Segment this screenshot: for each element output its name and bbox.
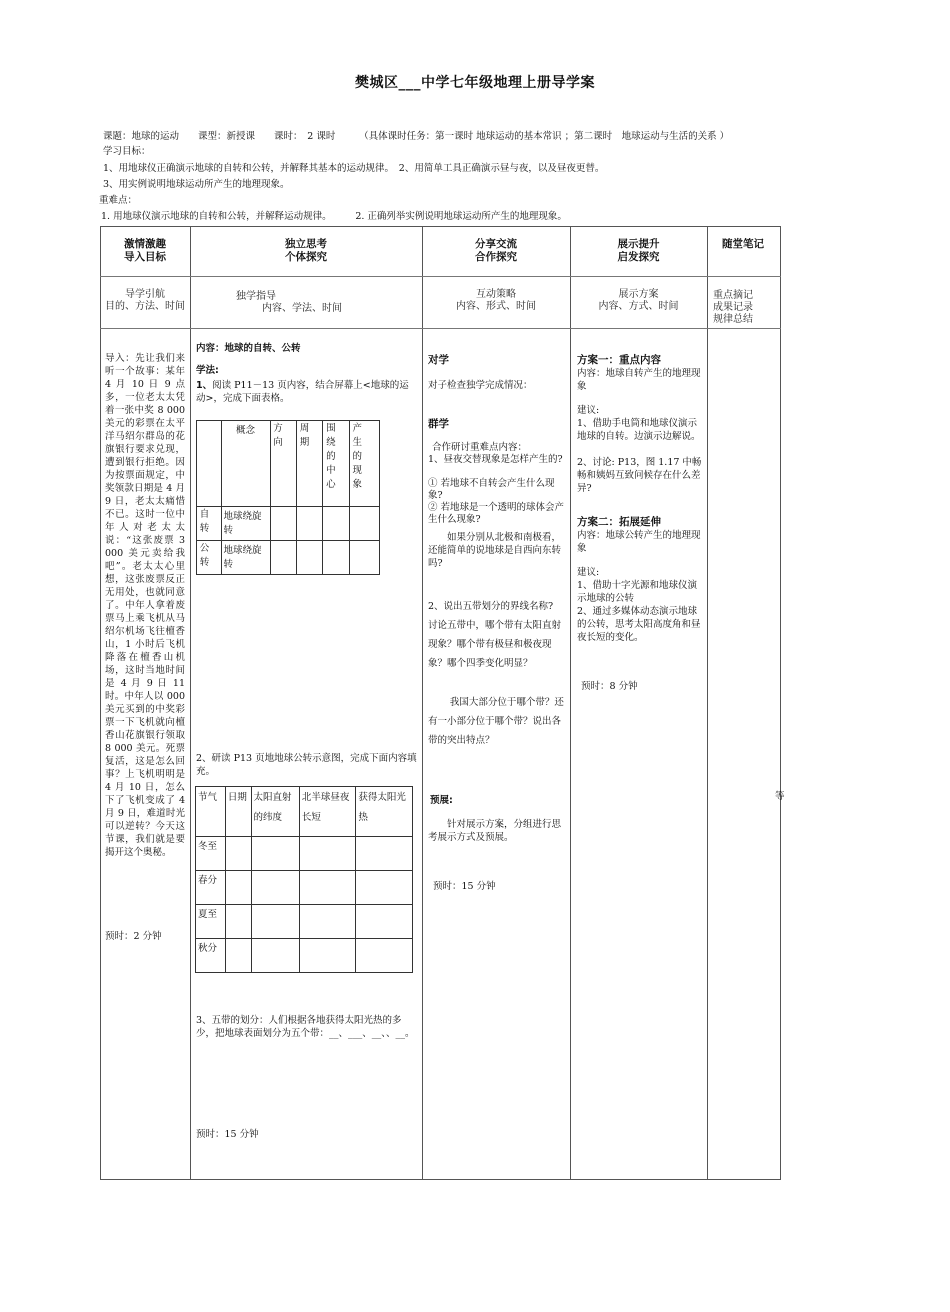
- col3-yuzhan-text: 针对展示方案，分组进行思考展示方式及预展。: [428, 819, 562, 843]
- subheader-col-1: 导学引航 目的、方法、时间: [105, 289, 185, 312]
- col3-q1: 1、昼夜交替现象是怎样产生的?: [428, 454, 563, 465]
- plan2-s2: 2、通过多媒体动态演示地球的公转，思考太阳高度角和昼夜长短的变化。: [577, 606, 701, 643]
- t1-head-phenomenon: 产生的现象: [352, 423, 363, 490]
- plan1-title: 方案一：重点内容: [577, 354, 661, 366]
- col3-duixue-text: 对子检查独学完成情况：: [428, 380, 533, 391]
- col-divider: [190, 226, 191, 1180]
- t2-head-date: 日期: [225, 787, 251, 837]
- subheader-col-2b: 内容、学法、时间: [262, 303, 342, 314]
- plan2-suggest: 建议:: [577, 567, 600, 578]
- plan1-suggest: 建议:: [577, 405, 600, 416]
- header-col-2: 独立思考 个体探究: [285, 238, 327, 263]
- col3-yuzhan: 预展:: [430, 795, 453, 806]
- col2-step3: 3、五带的划分：人们根据各地获得太阳光热的多少，把地球表面划分为五个带：__、___、__、、__。: [196, 1015, 415, 1039]
- col3-time: 预时：15 分钟: [433, 881, 496, 892]
- col3-q1c: 如果分别从北极和南极看，还能简单的说地球是自西向东转吗?: [428, 532, 562, 569]
- col3-q1a: ① 若地球不自转会产生什么现象?: [428, 478, 555, 501]
- t1-row-revolution: 公转: [199, 543, 210, 568]
- row-divider: [100, 328, 781, 329]
- col2-step1: 1、阅读 P11－13 页内容，结合屏幕上<地球的运动>，完成下面表格。: [196, 380, 409, 404]
- t1-rotation-concept: 地球绕旋转: [221, 507, 270, 541]
- col2-method-label: 学法:: [196, 365, 219, 376]
- t2-head-daylength: 北半球昼夜长短: [299, 787, 356, 837]
- header-col-5: 随堂笔记: [722, 238, 764, 250]
- t1-head-concept: 概念: [221, 421, 270, 507]
- subheader-col-2a: 独学指导: [236, 291, 276, 302]
- col2-content: 内容：地球的自转、公转: [196, 343, 301, 354]
- subheader-col-3: 互动策略 内容、形式、时间: [456, 289, 536, 312]
- page-title: 樊城区___中学七年级地理上册导学案: [355, 75, 595, 91]
- rotation-table: [196, 420, 380, 575]
- plan2-s1: 1、借助十字光源和地球仪演示地球的公转: [577, 580, 698, 604]
- t2-head-term: 节气: [196, 787, 226, 837]
- t2-row-spring: 春分: [196, 871, 226, 905]
- header-col-3: 分享交流 合作探究: [475, 238, 517, 263]
- col-divider: [707, 226, 708, 1180]
- col-divider: [570, 226, 571, 1180]
- t2-head-sunlight: 获得太阳光热: [356, 787, 413, 837]
- col3-q2b: 我国大部分位于哪个带？还有一小部分位于哪个带？说出各带的突出特点？: [428, 697, 564, 746]
- col3-qunxue: 群学: [428, 418, 449, 430]
- col3-q2: 2、说出五带划分的界线名称? 讨论五带中，哪个带有太阳直射现象？哪个带有极昼和极夜现象？哪个四季变化明显？: [428, 601, 562, 669]
- t1-head-direction: 方向: [273, 423, 283, 448]
- col-divider: [422, 226, 423, 1180]
- col2-time: 预时：15 分钟: [196, 1129, 259, 1140]
- outside-text: 等: [775, 791, 785, 802]
- t1-revolution-concept: 地球绕旋转: [221, 541, 270, 575]
- t2-row-summer: 夏至: [196, 905, 226, 939]
- t1-head-period: 周期: [299, 423, 310, 448]
- t1-head-center: 围绕的中心: [326, 423, 336, 490]
- lesson-meta: 课题：地球的运动 课型：新授课 课时： 2 课时 （具体课时任务：第一课时 地球运动的基本常识 ；第二课时 地球运动与生活的关系 ）: [103, 131, 730, 142]
- goal-3: 3、用实例说明地球运动所产生的地理现象。: [103, 179, 290, 190]
- key-text: 1. 用地球仪演示地球的自转和公转，并解释运动规律。 2. 正确列举实例说明地球运动所产生的地理现象。: [101, 211, 567, 222]
- goals-label: 学习目标：: [103, 146, 151, 157]
- header-col-4: 展示提升 启发探究: [617, 238, 660, 263]
- plan2-title: 方案二：拓展延伸: [577, 516, 661, 528]
- plan1-s2: 2、讨论: P13，图 1.17 中畅畅和姨妈互致问候存在什么差异?: [577, 457, 702, 494]
- col3-duixue: 对学: [428, 354, 449, 366]
- t2-row-winter: 冬至: [196, 837, 226, 871]
- plan1-s1: 1、借助手电筒和地球仪演示地球的自转。边演示边解说。: [577, 418, 701, 442]
- row-divider: [100, 276, 781, 277]
- col4-time: 预时：8 分钟: [581, 681, 638, 692]
- solar-terms-table: [195, 786, 413, 973]
- col3-q-intro: 合作研讨重难点内容：: [432, 442, 528, 453]
- intro-story: 导入：先让我们来听一个故事：某年 4 月 10 日 9 点多，一位老太太凭着一张中奖 8 000 美元的彩票在太平洋马绍尔群岛的花旗银行要求兑现，遭到银行拒绝。因为按票面规定，中奖领款日期是 4 月 9 日，老太太痛惜不已。这时一位中年人对老太太说：“这张废票 3 000 美元卖给我吧”。老太太心里想，这张废票反正无用处，也就同意了。中年人拿着废票马上乘飞机从马绍尔机场飞往檀香山，1 小时后飞机降落在檀香山机场，这时当地时间是 4 月 9 日 11 时。中年人以 000 美元买到的中奖彩票一下飞机就向檀香山花旗银行领取 8 000 美元。死票复活，这是怎么回事？上飞机明明是 4 月 10 日，怎么下了飞机变成了 4 月 9 日，难道时光可以逆转？今天这节课，我们就是要揭开这个奥秘。: [105, 353, 185, 858]
- subheader-col-5: 重点摘记 成果记录 规律总结: [713, 290, 753, 325]
- col3-q1b: ② 若地球是一个透明的球体会产生什么现象?: [428, 502, 565, 525]
- header-col-1: 激情激趣 导入目标: [124, 238, 166, 263]
- t2-row-autumn: 秋分: [196, 939, 226, 973]
- goal-1-2: 1、用地球仪正确演示地球的自转和公转，并解释其基本的运动规律。 2、用简单工具正确演示昼与夜，以及昼夜更替。: [103, 163, 605, 174]
- col1-time: 预时：2 分钟: [105, 931, 162, 942]
- subheader-col-4: 展示方案 内容、方式、时间: [598, 289, 679, 312]
- plan1-content: 内容：地球自转产生的地理现象: [577, 368, 701, 392]
- key-label: 重难点：: [99, 195, 138, 206]
- col2-step2: 2、研读 P13 页地地球公转示意图，完成下面内容填充。: [196, 753, 417, 777]
- t1-row-rotation: 自转: [199, 509, 210, 534]
- t2-head-latitude: 太阳直射的纬度: [251, 787, 299, 837]
- plan2-content: 内容：地球公转产生的地理现象: [577, 530, 701, 554]
